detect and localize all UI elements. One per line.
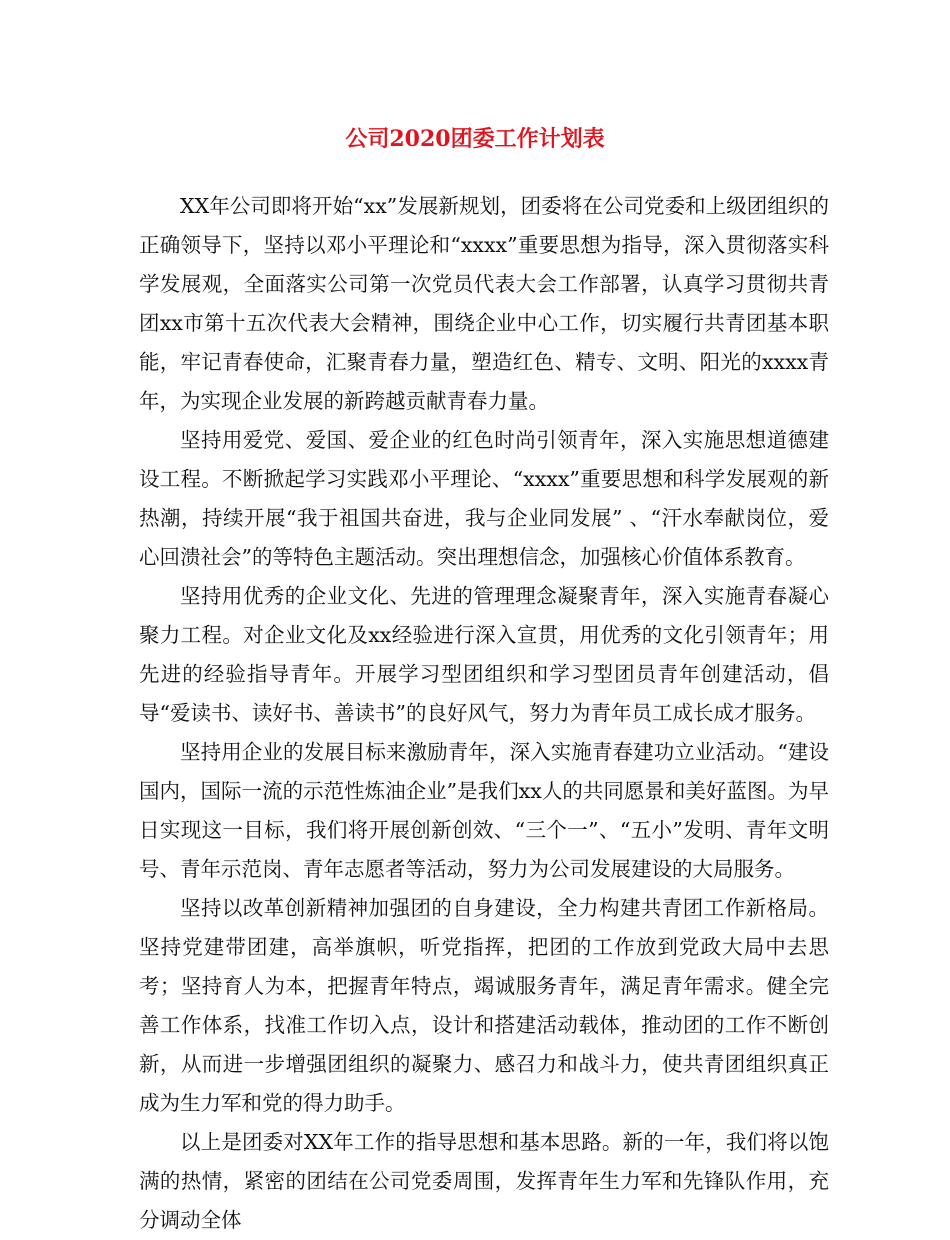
document-body [139,187,829,1240]
paragraph-1: XX年公司即将开始“xx”发展新规划，团委将在公司党委和上级团组织的正确领导下，坚持以邓小平理论和“xxxx”重要思想为指导，深入贯彻落实科学发展观，全面落实公司第一次党员代表大会工作部署，认真学习贯彻共青团xx市第十五次代表大会精神，围绕企业中心工作，切实履行共青团基本职能，牢记青春使命，汇聚青春力量，塑造红色、精专、文明、阳光的xxxx青年，为实现企业发展的新跨越贡献青春力量。 [139,194,829,413]
paragraph-4: 坚持用企业的发展目标来激励青年，深入实施青春建功立业活动。“建设国内，国际一流的示范性炼油企业”是我们xx人的共同愿景和美好蓝图。为早日实现这一目标，我们将开展创新创效、“三个一”、“五小”发明、青年文明号、青年示范岗、青年志愿者等活动，努力为公司发展建设的大局服务。 [139,740,829,881]
paragraph-5: 坚持以改革创新精神加强团的自身建设，全力构建共青团工作新格局。坚持党建带团建，高举旗帜，听党指挥，把团的工作放到党政大局中去思考；坚持育人为本，把握青年特点，竭诚服务青年，满足青年需求。健全完善工作体系，找准工作切入点，设计和搭建活动载体，推动团的工作不断创新，从而进一步增强团组织的凝聚力、感召力和战斗力，使共青团组织真正成为生力军和党的得力助手。 [139,896,829,1115]
paragraph-2: 坚持用爱党、爱国、爱企业的红色时尚引领青年，深入实施思想道德建设工程。不断掀起学习实践邓小平理论、“xxxx”重要思想和科学发展观的新热潮，持续开展“我于祖国共奋进，我与企业同发展” 、“汗水奉献岗位，爱心回溃社会”的等特色主题活动。突出理想信念，加强核心价值体系教育。 [139,428,829,569]
document-title: 公司2020团委工作计划表 [345,126,605,152]
paragraph-3: 坚持用优秀的企业文化、先进的管理理念凝聚青年，深入实施青春凝心聚力工程。对企业文化及xx经验进行深入宣贯，用优秀的文化引领青年；用先进的经验指导青年。开展学习型团组织和学习型团员青年创建活动，倡导“爱读书、读好书、善读书”的良好风气，努力为青年员工成长成才服务。 [139,584,829,725]
paragraph-6: 以上是团委对XX年工作的指导思想和基本思路。新的一年，我们将以饱满的热情，紧密的团结在公司党委周围，发挥青年生力军和先锋队作用，充分调动全体 [139,1130,829,1232]
